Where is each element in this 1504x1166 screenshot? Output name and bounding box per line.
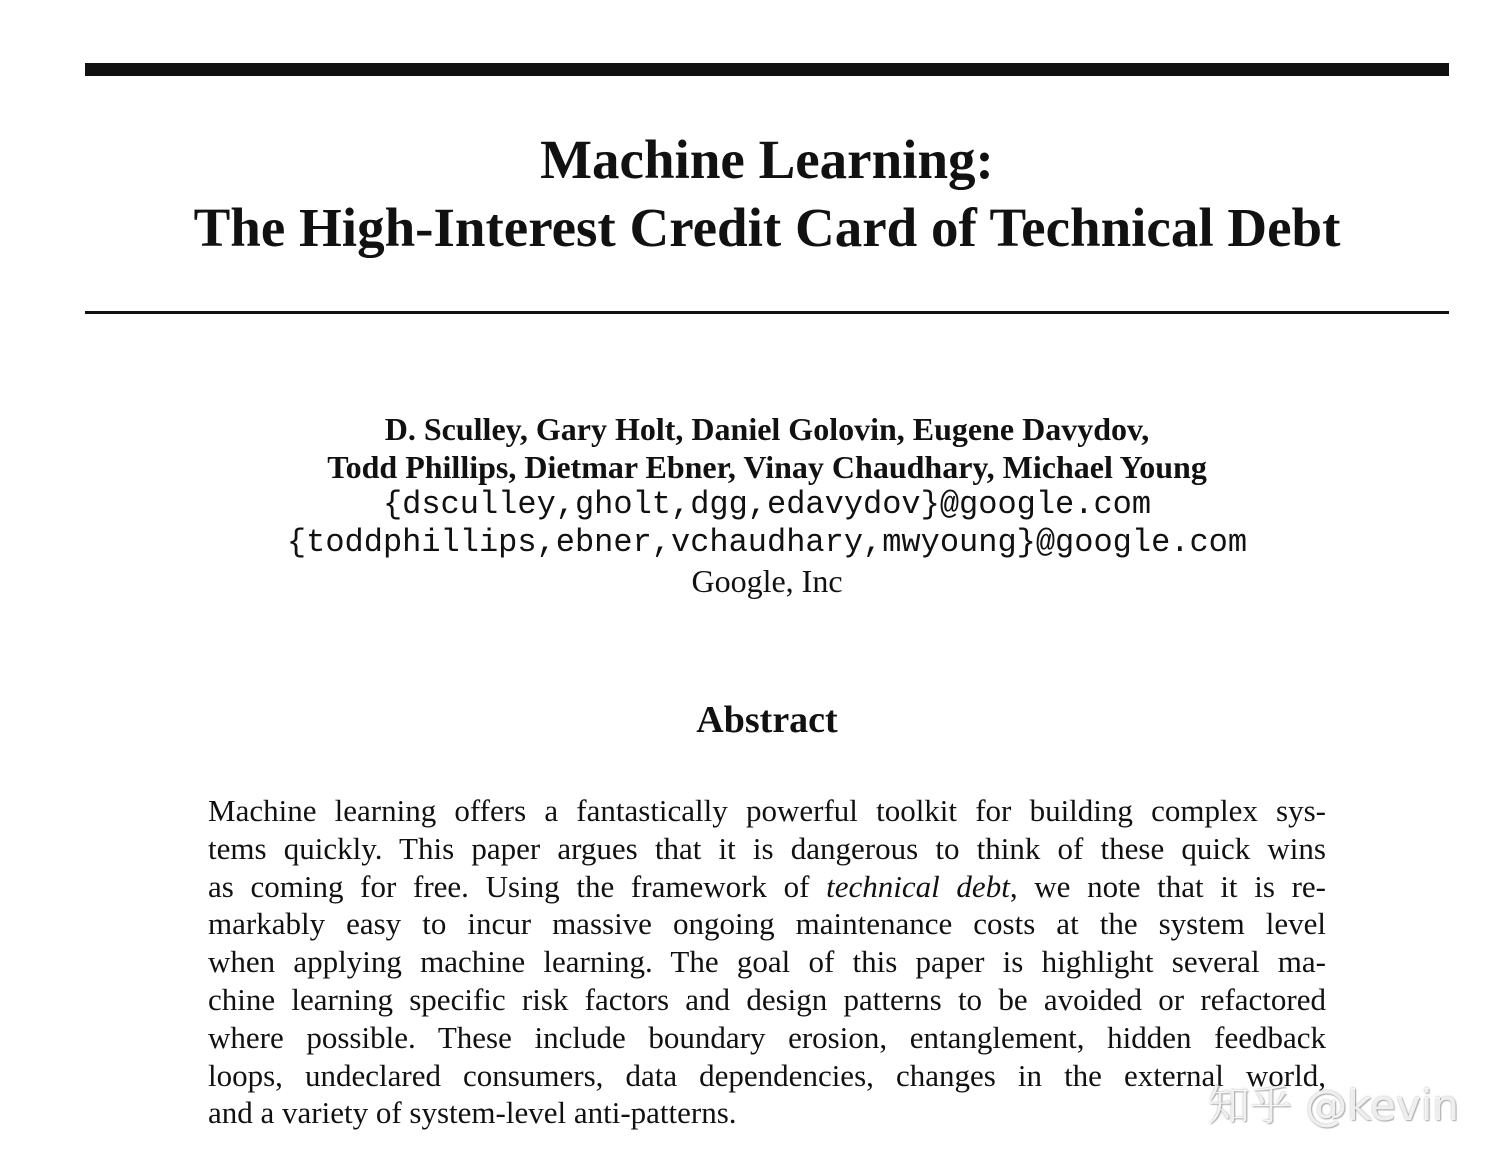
- top-rule: [85, 63, 1449, 76]
- abstract-line: where possible. These include boundary erosion, entanglement, hidden feedback: [208, 1019, 1326, 1055]
- abstract-line: when applying machine learning. The goal of this paper is highlight several ma-: [208, 944, 1326, 980]
- affiliation: Google, Inc: [691, 563, 843, 599]
- abstract-line: chine learning specific risk factors and design patterns to be avoided or refactored: [208, 981, 1326, 1017]
- abstract-line: markably easy to incur massive ongoing maintenance costs at the system level: [208, 906, 1326, 942]
- email-line-2: {toddphillips,ebner,vchaudhary,mwyoung}@google.com: [286, 524, 1248, 561]
- watermark: 知乎 @kevin: [1208, 1081, 1460, 1130]
- abstract-line: loops, undeclared consumers, data dependencies, changes in the external world,: [208, 1057, 1326, 1093]
- title-line-1: Machine Learning:: [540, 129, 994, 190]
- abstract-line-3-end: , we note that it is re-: [1009, 868, 1326, 904]
- abstract-line: tems quickly. This paper argues that it is dangerous to think of these quick wins: [208, 830, 1326, 866]
- paper-title: [0, 126, 1504, 262]
- abstract-heading: Abstract: [696, 699, 838, 741]
- author-block: [0, 410, 1504, 600]
- technical-debt-emphasis: technical debt: [826, 868, 1010, 904]
- email-line-1: {dsculley,gholt,dgg,edavydov}@google.com: [382, 486, 1152, 523]
- abstract-line: and a variety of system-level anti-patterns.: [208, 1095, 737, 1131]
- abstract-line: Machine learning offers a fantastically powerful toolkit for building complex sys-: [208, 793, 1326, 828]
- abstract-line-3-start: as coming for free. Using the framework of: [208, 868, 827, 904]
- abstract-body: [208, 792, 1326, 1132]
- title-line-2: The High-Interest Credit Card of Technical Debt: [193, 197, 1341, 258]
- abstract-line-3: [208, 868, 1326, 906]
- author-line-1: D. Sculley, Gary Holt, Daniel Golovin, Eugene Davydov,: [384, 411, 1150, 447]
- author-line-2: Todd Phillips, Dietmar Ebner, Vinay Chaudhary, Michael Young: [327, 449, 1207, 485]
- title-bottom-rule: [85, 311, 1449, 314]
